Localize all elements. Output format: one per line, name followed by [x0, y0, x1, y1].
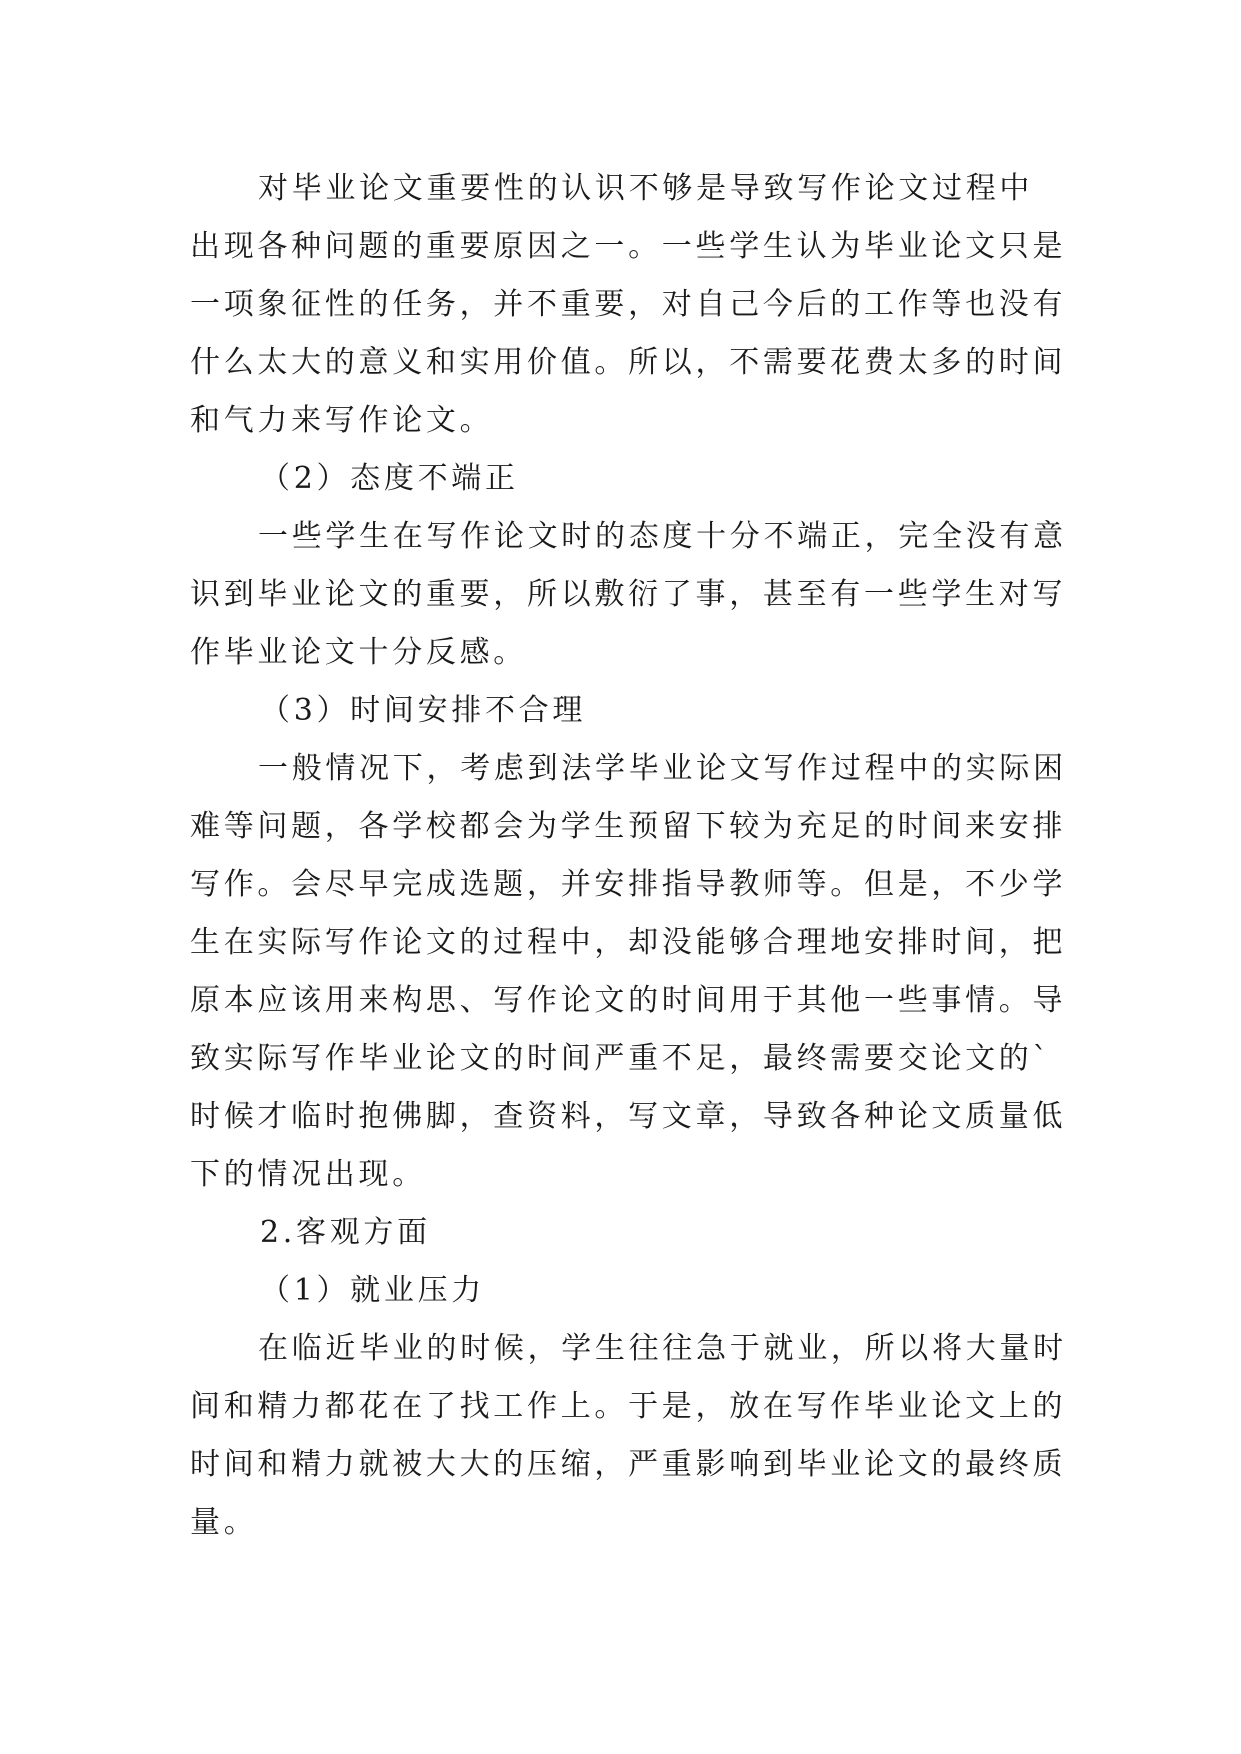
text-line: 出现各种问题的重要原因之一。一些学生认为毕业论文只是	[190, 229, 1067, 264]
text-line: 一般情况下，考虑到法学毕业论文写作过程中的实际困	[258, 751, 1067, 786]
text-line: 量。	[190, 1505, 258, 1540]
text-line: 原本应该用来构思、写作论文的时间用于其他一些事情。导	[190, 983, 1067, 1018]
section-heading-time-arrangement: （3）时间安排不合理	[260, 693, 587, 728]
paragraph-time-arrangement	[190, 740, 1067, 1204]
text-line: 间和精力都花在了找工作上。于是，放在写作毕业论文上的	[190, 1389, 1067, 1424]
paragraph-attitude	[190, 508, 1067, 682]
section-heading-attitude: （2）态度不端正	[260, 461, 519, 496]
section-heading-employment-pressure: （1）就业压力	[260, 1273, 485, 1308]
text-line: 和气力来写作论文。	[190, 403, 494, 438]
paragraph-importance-awareness	[190, 160, 1067, 450]
document-body	[190, 160, 1067, 1552]
text-line: 难等问题，各学校都会为学生预留下较为充足的时间来安排	[190, 809, 1067, 844]
text-line: 在临近毕业的时候，学生往往急于就业，所以将大量时	[258, 1331, 1067, 1366]
text-line: 时间和精力就被大大的压缩，严重影响到毕业论文的最终质	[190, 1447, 1067, 1482]
text-line: 对毕业论文重要性的认识不够是导致写作论文过程中	[258, 171, 1034, 206]
section-heading-objective: 2.客观方面	[260, 1215, 431, 1250]
text-line: 生在实际写作论文的过程中，却没能够合理地安排时间，把	[190, 925, 1067, 960]
text-line: 作毕业论文十分反感。	[190, 635, 527, 670]
text-line: 一项象征性的任务，并不重要，对自己今后的工作等也没有	[190, 287, 1067, 322]
text-line: 致实际写作毕业论文的时间严重不足，最终需要交论文的`	[190, 1041, 1052, 1076]
text-line: 一些学生在写作论文时的态度十分不端正，完全没有意	[258, 519, 1067, 554]
text-line: 下的情况出现。	[190, 1157, 426, 1192]
text-line: 识到毕业论文的重要，所以敷衍了事，甚至有一些学生对写	[190, 577, 1067, 612]
text-line: 时候才临时抱佛脚，查资料，写文章，导致各种论文质量低	[190, 1099, 1067, 1134]
paragraph-employment-pressure	[190, 1320, 1067, 1552]
text-line: 什么太大的意义和实用价值。所以，不需要花费太多的时间	[190, 345, 1067, 380]
text-line: 写作。会尽早完成选题，并安排指导教师等。但是，不少学	[190, 867, 1067, 902]
